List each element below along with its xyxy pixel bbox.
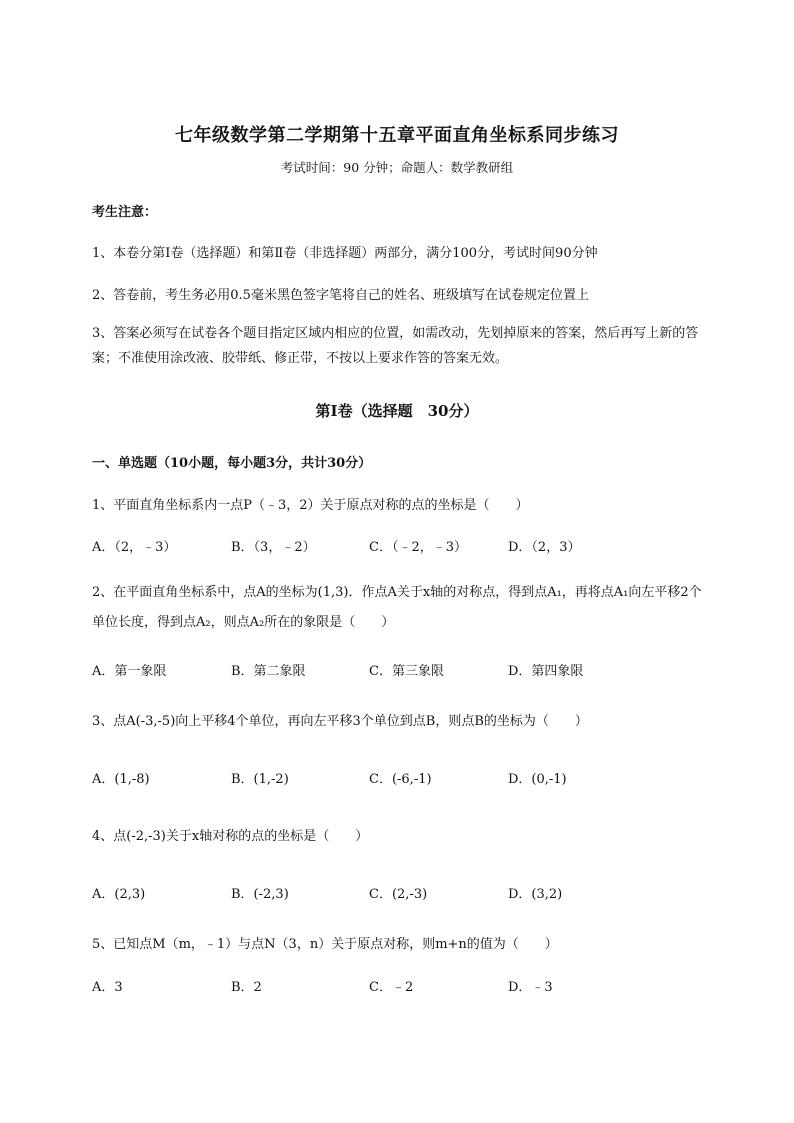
question-3: 3、点A(-3,-5)向上平移4个单位，再向左平移3个单位到点B，则点B的坐标为（ ） bbox=[92, 714, 588, 729]
option-b[interactable]: B．(1,-2) bbox=[231, 772, 289, 787]
question-4-options bbox=[92, 883, 712, 903]
exam-title: 七年级数学第二学期第十五章平面直角坐标系同步练习 bbox=[175, 125, 619, 146]
option-c[interactable]: C．（﹣2，﹣3） bbox=[369, 540, 467, 555]
question-1: 1、平面直角坐标系内一点P（﹣3，2）关于原点对称的点的坐标是（ ） bbox=[92, 498, 529, 513]
notice-item-2: 2、答卷前，考生务必用0.5毫米黑色签字笔将自己的姓名、班级填写在试卷规定位置上 bbox=[92, 288, 589, 303]
question-3-options bbox=[92, 768, 712, 788]
section-title: 第Ⅰ卷（选择题 30分） bbox=[315, 402, 479, 420]
option-b[interactable]: B．(-2,3) bbox=[231, 887, 289, 902]
option-a[interactable]: A．第一象限 bbox=[92, 664, 167, 679]
option-c[interactable]: C．﹣2 bbox=[369, 980, 414, 995]
option-c[interactable]: C．(-6,-1) bbox=[369, 772, 432, 787]
question-2-options bbox=[92, 660, 712, 680]
option-a[interactable]: A．(1,-8) bbox=[92, 772, 150, 787]
question-5-options bbox=[92, 976, 712, 996]
option-d[interactable]: D．﹣3 bbox=[508, 980, 553, 995]
option-c[interactable]: C．第三象限 bbox=[369, 664, 444, 679]
option-a[interactable]: A．（2，﹣3） bbox=[92, 540, 177, 555]
option-c[interactable]: C．(2,-3) bbox=[369, 887, 428, 902]
exam-subtitle: 考试时间：90 分钟；命题人：数学教研组 bbox=[280, 160, 514, 175]
notice-item-3: 3、答案必须写在试卷各个题目指定区域内相应的位置，如需改动，先划掉原来的答案，然后再写上新的答案；不准使用涂改液、胶带纸、修正带，不按以上要求作答的答案无效。 bbox=[92, 326, 699, 366]
option-d[interactable]: D．(3,2) bbox=[508, 887, 563, 902]
notice-heading: 考生注意： bbox=[92, 205, 158, 220]
notice-item-1: 1、本卷分第Ⅰ卷（选择题）和第Ⅱ卷（非选择题）两部分，满分100分，考试时间90分钟 bbox=[92, 246, 598, 261]
option-b[interactable]: B．2 bbox=[231, 980, 262, 995]
option-a[interactable]: A．(2,3) bbox=[92, 887, 146, 902]
option-d[interactable]: D．（2，3） bbox=[508, 540, 581, 555]
question-5: 5、已知点M（m，﹣1）与点N（3，n）关于原点对称，则m+n的值为（ ） bbox=[92, 937, 558, 952]
question-1-options bbox=[92, 536, 712, 556]
option-b[interactable]: B．（3，﹣2） bbox=[231, 540, 316, 555]
question-2: 2、在平面直角坐标系中，点A的坐标为(1,3)．作点A关于x轴的对称点，得到点A₁，再将点A₁向左平移2个单位长度，得到点A₂，则点A₂所在的象限是（ ） bbox=[92, 585, 702, 630]
option-d[interactable]: D．(0,-1) bbox=[508, 772, 567, 787]
option-b[interactable]: B．第二象限 bbox=[231, 664, 306, 679]
question-4: 4、点(-2,-3)关于x轴对称的点的坐标是（ ） bbox=[92, 829, 369, 844]
option-a[interactable]: A．3 bbox=[92, 980, 123, 995]
option-d[interactable]: D．第四象限 bbox=[508, 664, 584, 679]
part-heading: 一、单选题（10小题，每小题3分，共计30分） bbox=[92, 456, 372, 471]
